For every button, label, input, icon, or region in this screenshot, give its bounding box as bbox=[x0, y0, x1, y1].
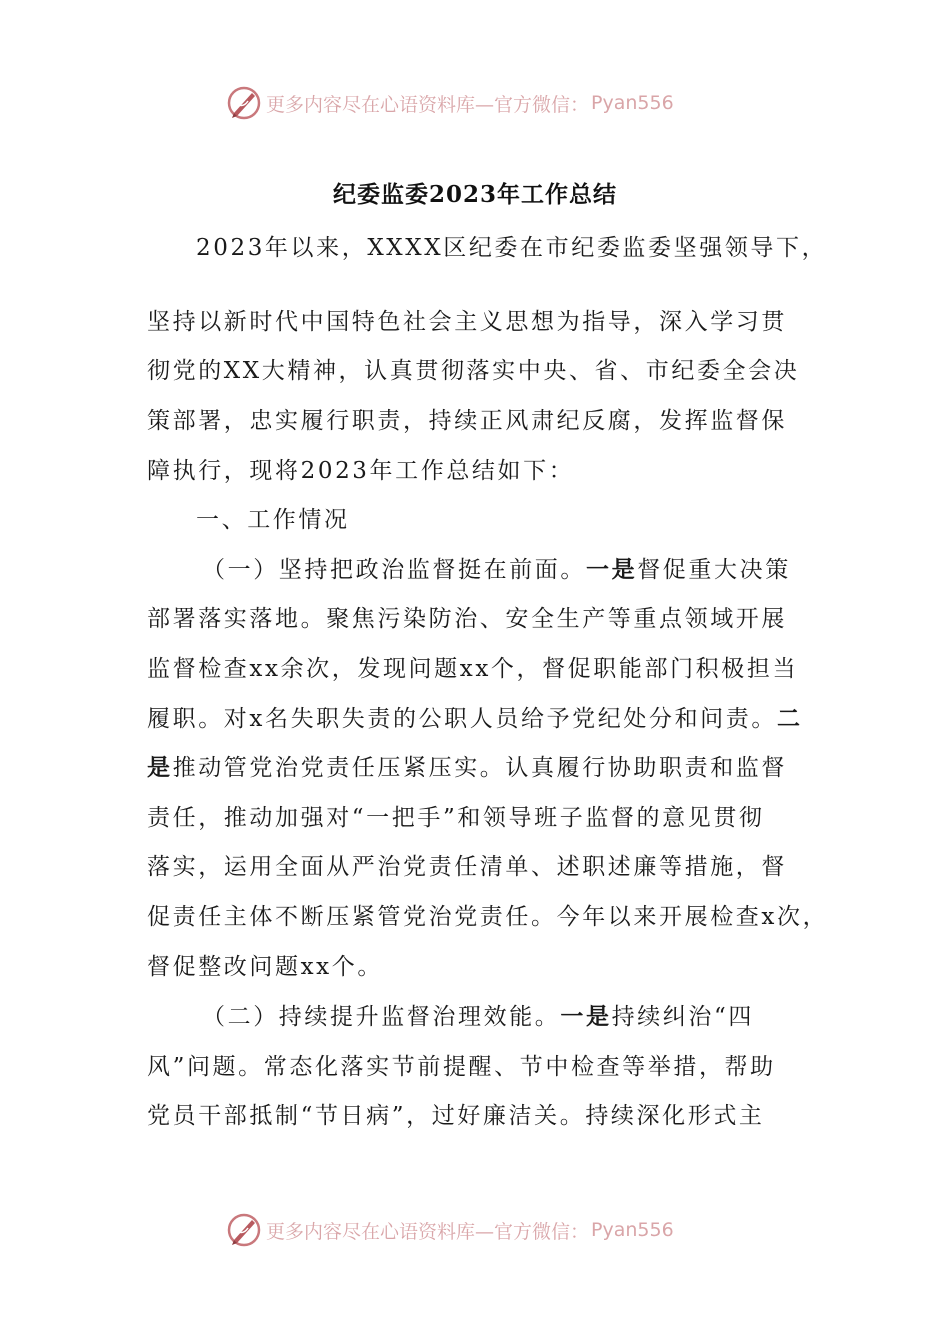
header-watermark bbox=[226, 83, 674, 123]
watermark-text: 更多内容尽在心语资料库—官方微信： bbox=[266, 93, 590, 116]
body-line bbox=[147, 902, 828, 932]
body-text: 持续纠治“四 bbox=[611, 1004, 754, 1030]
body-line bbox=[147, 654, 798, 684]
document-title: 纪委监委2023年工作总结 bbox=[332, 181, 617, 208]
bold-text: 二 bbox=[776, 705, 803, 732]
body-line bbox=[147, 952, 383, 982]
body-line bbox=[196, 505, 350, 535]
watermark-wechat-id: Pyan556 bbox=[591, 1219, 674, 1241]
body-text: 促责任主体不断压紧管党治党责任。今年以来开展检查x次， bbox=[147, 904, 829, 930]
body-line bbox=[147, 803, 765, 833]
body-text: 责任，推动加强对“一把手”和领导班子监督的意见贯彻 bbox=[147, 805, 765, 831]
body-text: （二）持续提升监督治理效能。 bbox=[202, 1004, 561, 1030]
body-line bbox=[147, 1101, 765, 1131]
body-text: 彻党的XX大精神，认真贯彻落实中央、省、市纪委全会决 bbox=[147, 358, 800, 384]
body-text: 坚持以新时代中国特色社会主义思想为指导，深入学习贯 bbox=[147, 309, 787, 335]
bold-text: 一是 bbox=[560, 1003, 612, 1030]
pen-logo-icon bbox=[226, 85, 262, 121]
body-text: 一、工作情况 bbox=[196, 507, 350, 533]
body-line bbox=[196, 233, 827, 263]
body-text: 督促整改问题xx个。 bbox=[147, 954, 383, 980]
body-line bbox=[147, 753, 787, 783]
bold-text: 一是 bbox=[586, 556, 638, 583]
bold-text: 是 bbox=[147, 754, 173, 781]
body-text: 履职。对x名失职失责的公职人员给予党纪处分和问责。 bbox=[147, 706, 777, 732]
body-line bbox=[147, 1052, 776, 1082]
body-text: 落实，运用全面从严治党责任清单、述职述廉等措施，督 bbox=[147, 854, 787, 880]
body-line bbox=[202, 1002, 754, 1032]
body-line bbox=[147, 356, 799, 386]
watermark-text: 更多内容尽在心语资料库—官方微信： bbox=[266, 1220, 590, 1243]
body-text: 策部署，忠实履行职责，持续正风肃纪反腐，发挥监督保 bbox=[147, 408, 787, 434]
body-line bbox=[147, 307, 787, 337]
footer-watermark bbox=[226, 1210, 674, 1250]
watermark-wechat-id: Pyan556 bbox=[591, 92, 674, 114]
body-text: （一）坚持把政治监督挺在前面。 bbox=[202, 557, 586, 583]
body-text: 督促重大决策 bbox=[637, 557, 791, 583]
body-line bbox=[147, 456, 574, 486]
body-line bbox=[147, 704, 803, 734]
pen-logo-icon bbox=[226, 1212, 262, 1248]
body-text: 障执行，现将2023年工作总结如下： bbox=[147, 458, 575, 484]
body-line bbox=[202, 555, 791, 585]
body-line bbox=[147, 406, 787, 436]
body-text: 2023年以来，XXXX区纪委在市纪委监委坚强领导下， bbox=[196, 235, 828, 261]
body-text: 风”问题。常态化落实节前提醒、节中检查等举措，帮助 bbox=[147, 1054, 776, 1080]
body-text: 推动管党治党责任压紧压实。认真履行协助职责和监督 bbox=[172, 755, 788, 781]
body-line bbox=[147, 852, 787, 882]
body-text: 监督检查xx余次，发现问题xx个，督促职能部门积极担当 bbox=[147, 656, 799, 682]
body-text: 部署落实落地。聚焦污染防治、安全生产等重点领域开展 bbox=[147, 606, 787, 632]
body-line bbox=[147, 604, 787, 634]
body-text: 党员干部抵制“节日病”，过好廉洁关。持续深化形式主 bbox=[147, 1103, 765, 1129]
